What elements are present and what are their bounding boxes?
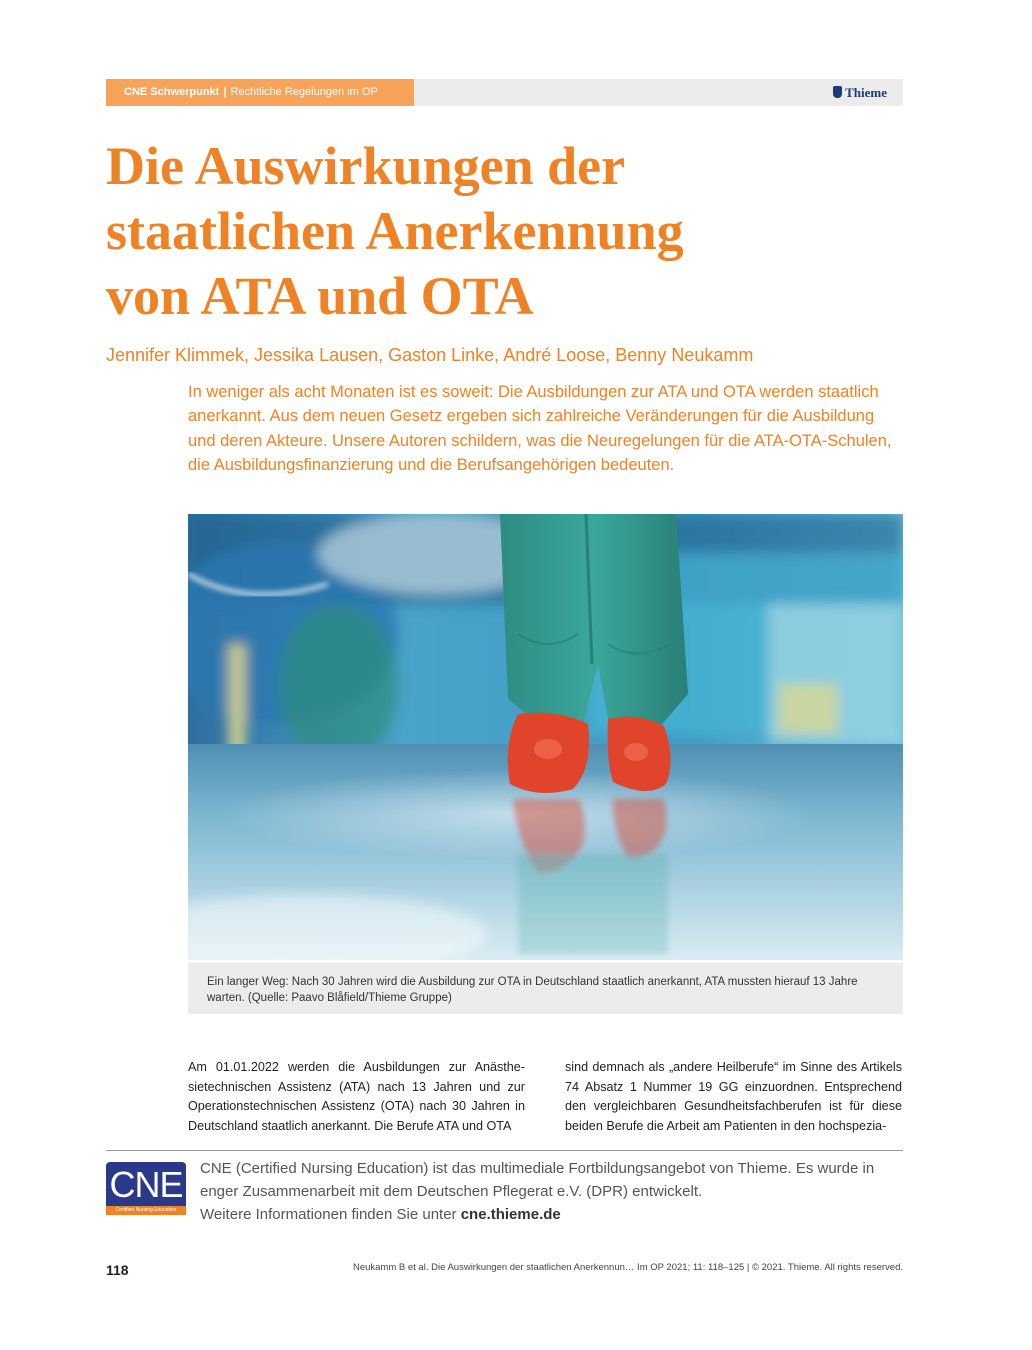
cne-logo-subtext: Certified Nursing Education [106, 1206, 186, 1215]
article-authors: Jennifer Klimmek, Jessika Lausen, Gaston Linke, André Loose, Benny Neukamm [106, 345, 754, 365]
running-header [106, 79, 903, 106]
body-column-right: sind demnach als „andere Heilberufe“ im Sinne des Artikels 74 Absatz 1 Nummer 19 GG einzuordnen. Entsprechend den vergleichbaren Gesundheitsfachberufen ist für diese beiden Berufe die Arbeit am Patienten in den hochspezia- [565, 1060, 902, 1133]
section-tag [106, 79, 414, 106]
brand-name: Thieme [845, 85, 887, 100]
cne-logo-text: CNE [109, 1164, 183, 1205]
cne-logo [106, 1162, 186, 1215]
thieme-logo [833, 79, 887, 106]
cne-info-prefix: Weitere Informationen finden Sie unter [200, 1206, 457, 1223]
header-separator: | [223, 86, 227, 98]
section-label: CNE Schwerpunkt [124, 86, 220, 98]
section-divider [106, 1150, 903, 1151]
body-column-left: Am 01.01.2022 werden die Ausbildungen zur Anästhesietechnischen Assistenz (ATA) nach 13 Jahren und zur Operationstechnischen Assistenz (OTA) nach 30 Jahren in Deutschland staatlich anerkannt. Die Berufe ATA und OTA [188, 1060, 525, 1133]
page-number: 118 [106, 1262, 129, 1278]
article-abstract: In weniger als acht Monaten ist es soweit: Die Ausbildungen zur ATA und OTA werden staatlich anerkannt. Aus dem neuen Gesetz ergeben sich zahlreiche Veränderungen für die Ausbildung und deren Akteure. Unsere Autoren schildern, was die Neuregelungen für die ATA-OTA-Schulen, die Ausbildungsfinanzierung und die Berufsangehörigen bedeuten. [188, 383, 892, 474]
figure-caption: Ein langer Weg: Nach 30 Jahren wird die Ausbildung zur OTA in Deutschland staatlich anerkannt, ATA mussten hierauf 13 Jahre warten. (Quelle: Paavo Blåfield/Thieme Gruppe) [188, 963, 903, 1014]
thieme-emblem-icon [833, 86, 842, 98]
citation-line: Neukamm B et al. Die Auswirkungen der staatlichen Anerkennun… Im OP 2021; 11: 118–125 | © 2021. Thieme. All rights reserved. [352, 1262, 903, 1273]
topic-label: Rechtliche Regelungen im OP [230, 86, 378, 98]
cne-info-text [200, 1157, 905, 1226]
article-figure [188, 514, 903, 960]
cne-info-description: CNE (Certified Nursing Education) ist das multimediale Fortbildungsangebot von Thieme. Es wurde in enger Zusammenarbeit mit dem Deutschen Pflegerat e.V. (DPR) entwickelt. [200, 1160, 875, 1200]
cne-website-link[interactable]: cne.thieme.de [460, 1206, 561, 1223]
article-title: Die Auswirkungen der staatlichen Anerkennung von ATA und OTA [106, 136, 684, 326]
or-photo [188, 514, 903, 960]
